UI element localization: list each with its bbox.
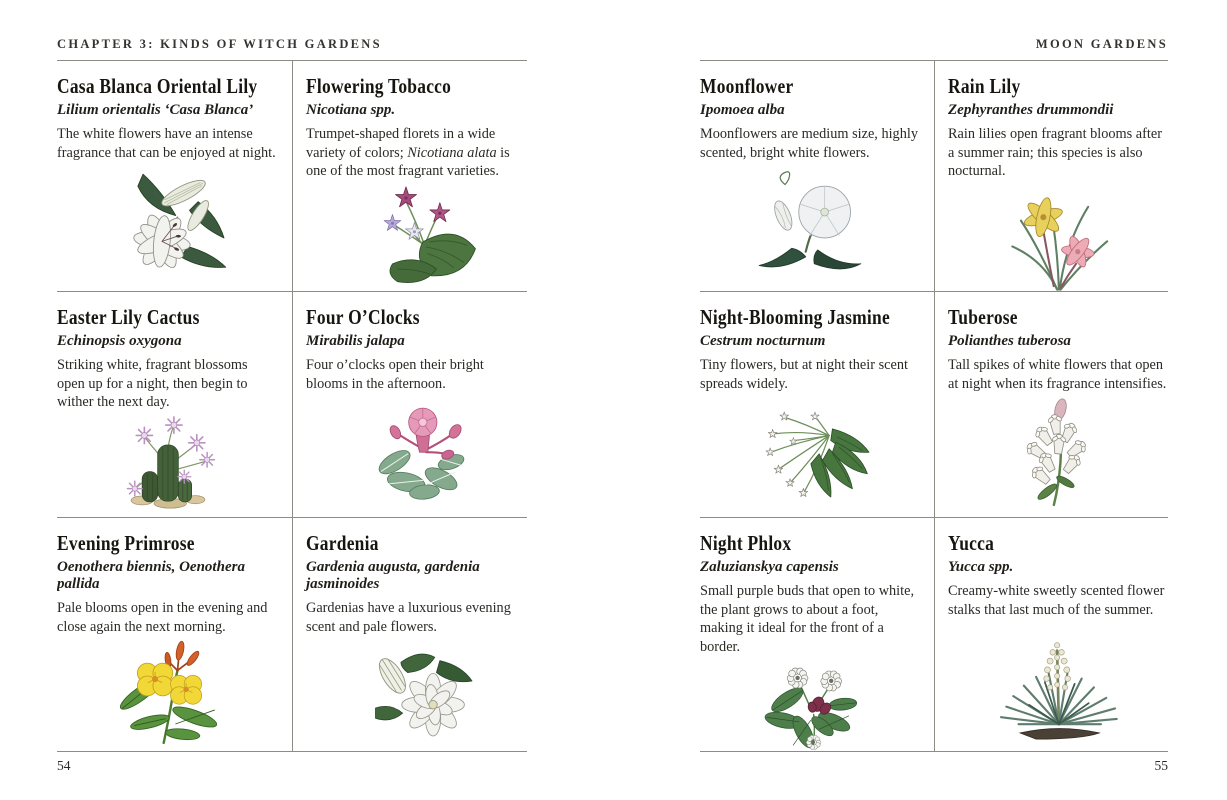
plant-latin-name: Mirabilis jalapa <box>306 333 405 349</box>
entry-yucca <box>934 518 1168 751</box>
plant-description: Trumpet-shaped florets in a wide variety of colors; Nicotiana alata is one of the most fragrant varieties. <box>306 126 510 180</box>
entries-grid-right <box>700 60 1168 752</box>
page-right <box>700 28 1168 774</box>
page-number: 54 <box>57 758 71 773</box>
gardenia-illustration <box>306 636 527 747</box>
entry-four-oclocks <box>292 292 527 518</box>
plant-latin-name: Echinopsis oxygona <box>57 333 182 349</box>
section-running-head: MOON GARDENS <box>1035 37 1168 51</box>
entry-night-blooming-jasmine <box>700 292 934 518</box>
plant-description: Gardenias have a luxurious evening scent and pale flowers. <box>306 600 511 635</box>
plant-description: Four o’clocks open their bright blooms in the afternoon. <box>306 357 484 392</box>
page-number: 55 <box>1154 758 1168 773</box>
entry-night-phlox <box>700 518 934 751</box>
plant-title: Four O’Clocks <box>306 305 420 329</box>
rain-lily-illustration <box>948 181 1168 292</box>
plant-title: Casa Blanca Oriental Lily <box>57 74 258 98</box>
plant-latin-name: Cestrum nocturnum <box>700 333 826 349</box>
plant-title: Easter Lily Cactus <box>57 305 200 329</box>
page-left <box>57 28 527 774</box>
plant-latin-name: Gardenia augusta, gardenia jasminoides <box>306 559 480 592</box>
plant-title: Yucca <box>948 531 995 555</box>
plant-latin-name: Ipomoea alba <box>700 102 785 118</box>
plant-title: Tuberose <box>948 305 1018 329</box>
entries-grid-left <box>57 60 527 752</box>
entry-casa-blanca-oriental-lily <box>57 61 292 292</box>
plant-description: Tall spikes of white flowers that open at night when its fragrance intensifies. <box>948 357 1167 392</box>
plant-latin-name: Lilium orientalis ‘Casa Blanca’ <box>57 102 254 118</box>
column-divider <box>934 61 935 751</box>
night-phlox-illustration <box>700 656 920 751</box>
tuberose-illustration <box>948 393 1168 513</box>
plant-latin-name: Zephyranthes drummondii <box>948 102 1114 118</box>
four-oclock-flower-illustration <box>306 393 527 513</box>
plant-title: Night Phlox <box>700 531 792 555</box>
entry-evening-primrose <box>57 518 292 751</box>
tobacco-flowers-illustration <box>306 181 527 291</box>
plant-latin-name: Oenothera biennis, Oenothera pallida <box>57 559 245 592</box>
flowering-cactus-illustration <box>57 412 278 513</box>
plant-latin-name: Zaluzianskya capensis <box>700 559 839 575</box>
plant-title: Moonflower <box>700 74 794 98</box>
yucca-illustration <box>948 619 1168 747</box>
entry-gardenia <box>292 518 527 751</box>
column-divider <box>292 61 293 751</box>
night-jasmine-illustration <box>700 393 920 513</box>
white-lily-illustration <box>57 162 278 287</box>
plant-description: Striking white, fragrant blossoms open up for a night, then begin to wither the next day. <box>57 357 248 411</box>
plant-description: Small purple buds that open to white, the plant grows to about a foot, making it ideal for the front of a border. <box>700 583 915 655</box>
plant-title: Night-Blooming Jasmine <box>700 305 890 329</box>
plant-latin-name: Nicotiana spp. <box>306 102 396 118</box>
entry-tuberose <box>934 292 1168 518</box>
entry-rain-lily <box>934 61 1168 292</box>
entry-flowering-tobacco <box>292 61 527 292</box>
chapter-running-head: CHAPTER 3: KINDS OF WITCH GARDENS <box>57 37 382 51</box>
plant-description: Pale blooms open in the evening and close again the next morning. <box>57 600 268 635</box>
plant-description: Tiny flowers, but at night their scent spreads widely. <box>700 357 908 392</box>
plant-title: Gardenia <box>306 531 379 555</box>
plant-description: The white flowers have an intense fragrance that can be enjoyed at night. <box>57 126 276 161</box>
plant-description: Creamy-white sweetly scented flower stalks that last much of the summer. <box>948 583 1165 618</box>
plant-description: Moonflowers are medium size, highly scented, bright white flowers. <box>700 126 918 161</box>
plant-latin-name: Yucca spp. <box>948 559 1014 575</box>
evening-primrose-illustration <box>57 636 278 748</box>
plant-title: Flowering Tobacco <box>306 74 452 98</box>
moonflower-illustration <box>700 162 920 287</box>
plant-latin-name: Polianthes tuberosa <box>948 333 1071 349</box>
plant-title: Rain Lily <box>948 74 1021 98</box>
entry-easter-lily-cactus <box>57 292 292 518</box>
entry-moonflower <box>700 61 934 292</box>
plant-description: Rain lilies open fragrant blooms after a summer rain; this species is also nocturnal. <box>948 126 1162 180</box>
plant-title: Evening Primrose <box>57 531 195 555</box>
